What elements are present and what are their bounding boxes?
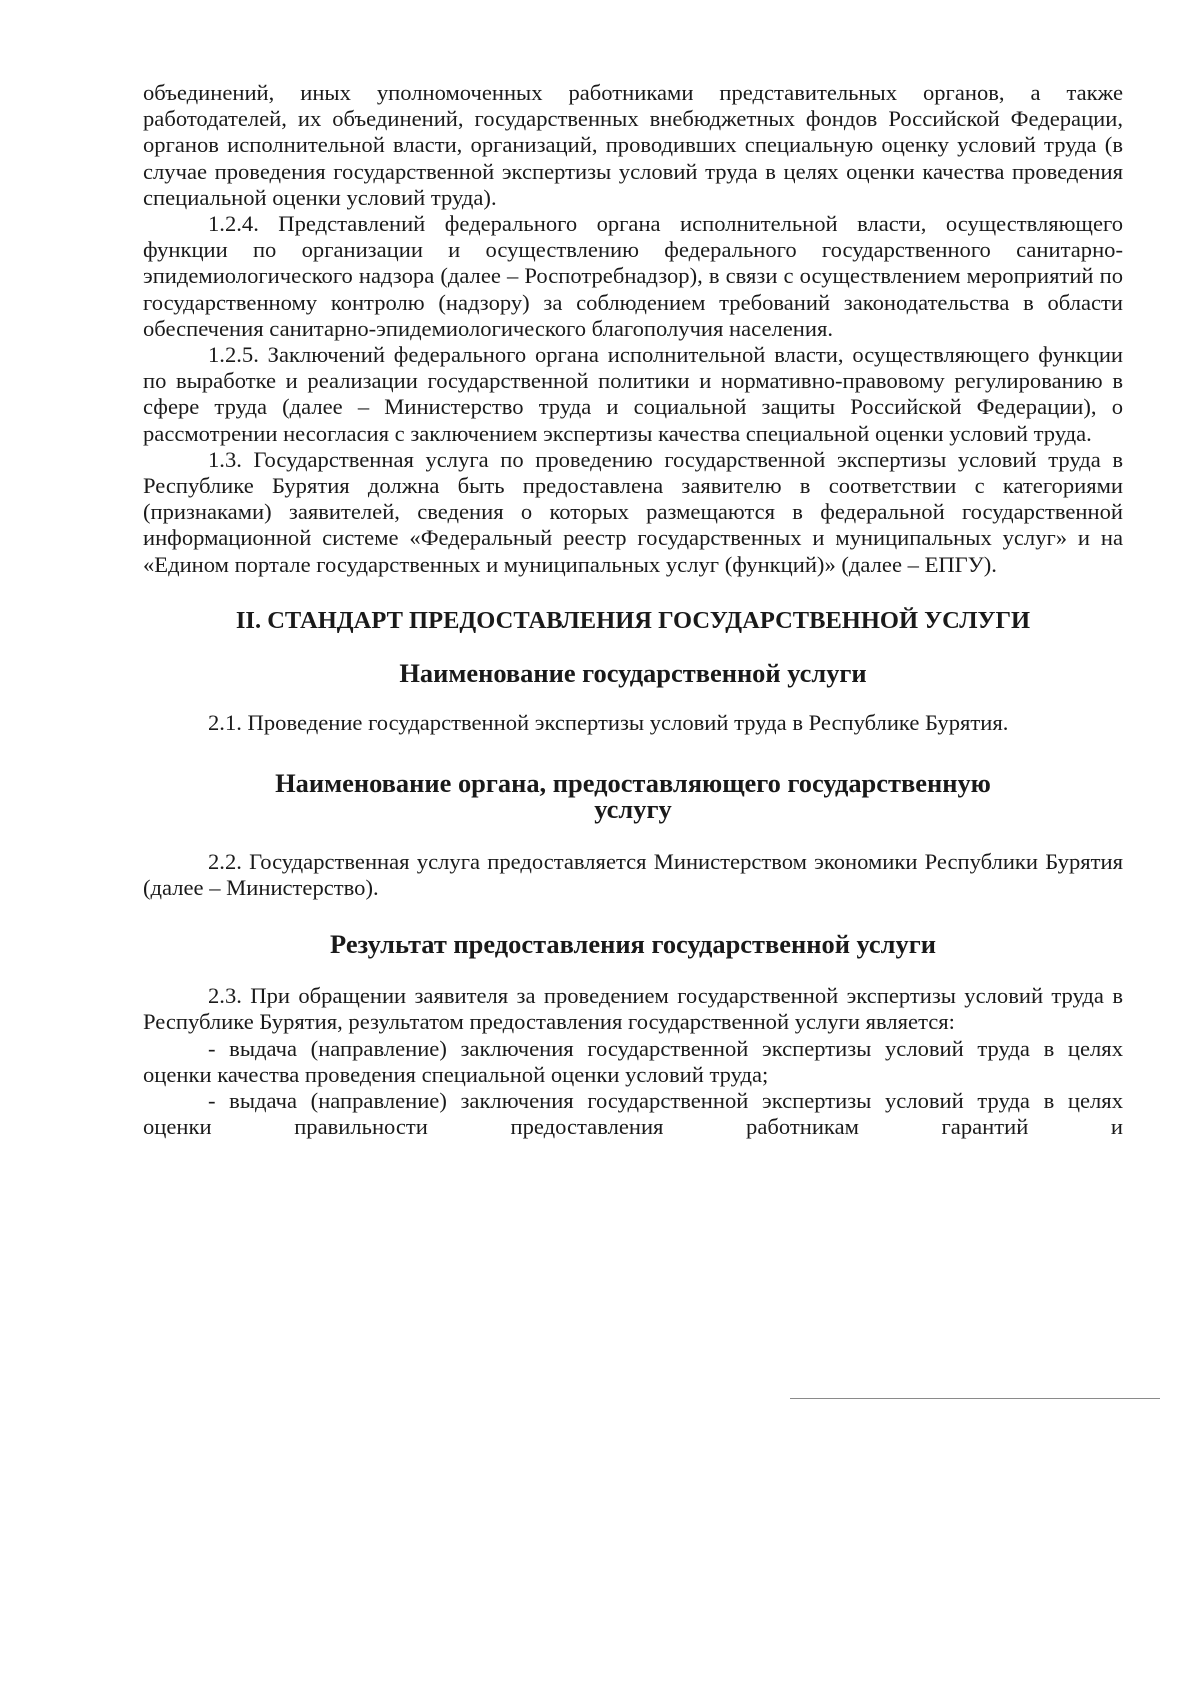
result-item-2: - выдача (направление) заключения государственной экспертизы условий труда в целях оценки правильности предоставления работникам гарантий и bbox=[143, 1088, 1123, 1140]
authority-heading bbox=[143, 768, 1123, 825]
authority-heading-line1: Наименование органа, предоставляющего государственную bbox=[275, 768, 991, 799]
result-item-1: - выдача (направление) заключения государственной экспертизы условий труда в целях оценки качества проведения специальной оценки условий труда; bbox=[143, 1035, 1123, 1087]
authority-heading-line2: услугу bbox=[594, 794, 672, 825]
clause-2-1: 2.1. Проведение государственной экспертизы условий труда в Республике Бурятия. bbox=[208, 710, 1009, 736]
document-page bbox=[143, 80, 1123, 1141]
intro-paragraph: объединений, иных уполномоченных работниками представительных органов, а также работодателей, их объединений, государственных внебюджетных фондов Российской Федерации, органов исполнительной власти, организаций, проводивших специальную оценку условий труда (в случае проведения государственной экспертизы условий труда в целях оценки качества проведения специальной оценки условий труда). bbox=[143, 80, 1123, 210]
section-title: II. СТАНДАРТ ПРЕДОСТАВЛЕНИЯ ГОСУДАРСТВЕННОЙ УСЛУГИ bbox=[235, 606, 1031, 634]
footer-rule bbox=[790, 1398, 1160, 1399]
clause-1-2-4: 1.2.4. Представлений федерального органа исполнительной власти, осуществляющего функции по организации и осуществлению федерального государственного санитарно-эпидемиологического надзора (далее – Роспотребнадзор), в связи с осуществлением мероприятий по государственному контролю (надзору) за соблюдением требований законодательства в области обеспечения санитарно-эпидемиологического благополучия населения. bbox=[143, 211, 1123, 341]
service-name-heading: Наименование государственной услуги bbox=[399, 657, 867, 688]
clause-1-2-5: 1.2.5. Заключений федерального органа исполнительной власти, осуществляющего функции по выработке и реализации государственной политики и нормативно-правовому регулированию в сфере труда (далее – Министерство труда и социальной защиты Российской Федерации), о рассмотрении несогласия с заключением экспертизы качества специальной оценки условий труда. bbox=[143, 342, 1123, 446]
clause-2-2: 2.2. Государственная услуга предоставляется Министерством экономики Республики Бурятия (далее – Министерство). bbox=[143, 848, 1123, 900]
clause-1-3: 1.3. Государственная услуга по проведению государственной экспертизы условий труда в Республике Бурятия должна быть предоставлена заявителю в соответствии с категориями (признаками) заявителей, сведения о которых размещаются в федеральной государственной информационной системе «Федеральный реестр государственных и муниципальных услуг» и на «Едином портале государственных и муниципальных услуг (функций)» (далее – ЕПГУ). bbox=[143, 446, 1123, 577]
clause-2-3: 2.3. При обращении заявителя за проведением государственной экспертизы условий труда в Республике Бурятия, результатом предоставления государственной услуги является: bbox=[143, 983, 1123, 1035]
result-heading: Результат предоставления государственной услуги bbox=[330, 929, 936, 960]
